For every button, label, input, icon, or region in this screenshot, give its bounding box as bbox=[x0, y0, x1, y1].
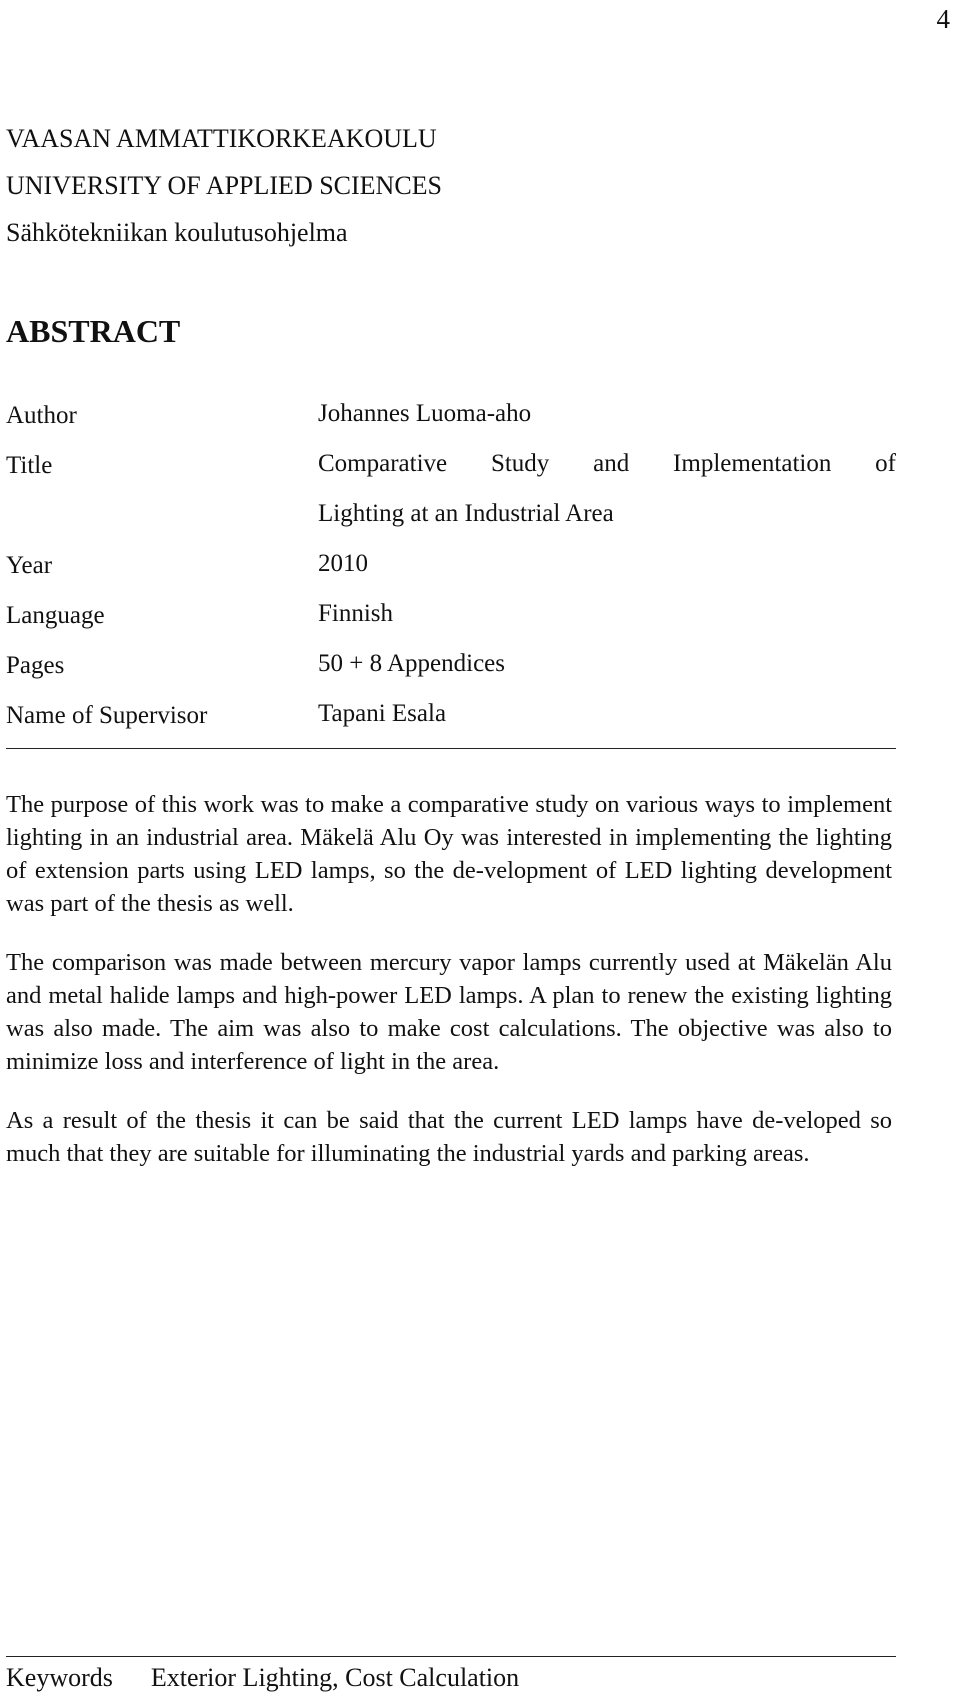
section-divider-top bbox=[6, 748, 896, 749]
title-value-line2: Lighting at an Industrial Area bbox=[318, 500, 614, 527]
author-label: Author bbox=[6, 402, 77, 429]
school-name: VAASAN AMMATTIKORKEAKOULU bbox=[6, 124, 437, 153]
language-label: Language bbox=[6, 602, 105, 629]
pages-label: Pages bbox=[6, 652, 65, 679]
title-value bbox=[318, 439, 896, 539]
author-value: Johannes Luoma-aho bbox=[318, 400, 532, 427]
supervisor-row bbox=[6, 702, 894, 752]
keywords-row bbox=[6, 1663, 519, 1693]
keywords-value: Exterior Lighting, Cost Calculation bbox=[150, 1663, 520, 1692]
language-value: Finnish bbox=[318, 600, 394, 627]
year-label: Year bbox=[6, 552, 53, 579]
university-name: UNIVERSITY OF APPLIED SCIENCES bbox=[6, 171, 443, 200]
pages-value: 50 + 8 Appendices bbox=[318, 650, 505, 677]
supervisor-value: Tapani Esala bbox=[318, 700, 447, 727]
document-header bbox=[6, 115, 442, 256]
keywords-label: Keywords bbox=[6, 1663, 113, 1692]
abstract-body bbox=[6, 788, 892, 1196]
abstract-paragraph-1: The purpose of this work was to make a comparative study on various ways to implement lighting in an industrial area. Mäkelä Alu Oy was interested in implementing the lighting of extension parts using LED lamps, so the de-velopment of LED lighting development was part of the thesis as well. bbox=[6, 791, 892, 917]
thesis-metadata bbox=[6, 402, 894, 752]
title-label: Title bbox=[6, 452, 53, 479]
abstract-paragraph-3: As a result of the thesis it can be said that the current LED lamps have de-veloped so much that they are suitable for illuminating the industrial yards and parking areas. bbox=[6, 1107, 892, 1167]
abstract-heading: ABSTRACT bbox=[6, 313, 181, 349]
title-value-line1: Comparative Study and Implementation of bbox=[318, 450, 896, 477]
programme-name: Sähkötekniikan koulutusohjelma bbox=[6, 218, 348, 247]
section-divider-bottom bbox=[6, 1656, 896, 1657]
title-row bbox=[6, 452, 894, 552]
abstract-paragraph-2: The comparison was made between mercury vapor lamps currently used at Mäkelän Alu and metal halide lamps and high-power LED lamps. A plan to renew the existing lighting was also made. The aim was also to make cost calculations. The objective was also to minimize loss and interference of light in the area. bbox=[6, 949, 892, 1075]
year-value: 2010 bbox=[318, 550, 368, 577]
page-number: 4 bbox=[936, 4, 950, 34]
supervisor-label: Name of Supervisor bbox=[6, 702, 208, 729]
